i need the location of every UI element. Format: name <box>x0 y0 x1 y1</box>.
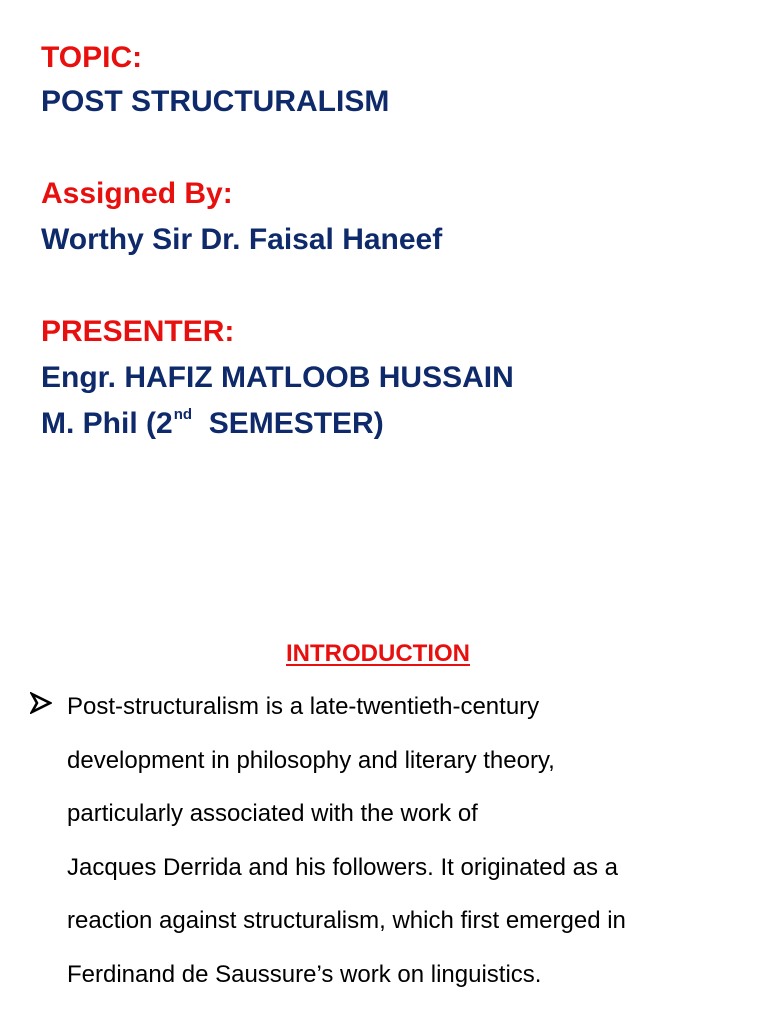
intro-text-line: development in philosophy and literary theory, <box>67 747 555 774</box>
program-ordinal: nd <box>173 406 193 423</box>
arrow-bullet-icon <box>30 692 52 714</box>
intro-text-line: Ferdinand de Saussure’s work on linguistics. <box>67 961 542 988</box>
intro-text-line: particularly associated with the work of <box>67 800 478 827</box>
program-prefix: M. Phil (2 <box>41 407 173 440</box>
intro-text-line: Jacques Derrida and his followers. It originated as a <box>67 854 618 881</box>
introduction-heading: INTRODUCTION <box>286 640 470 667</box>
assigned-by-label: Assigned By: <box>41 177 233 210</box>
presenter-name: Engr. HAFIZ MATLOOB HUSSAIN <box>41 361 514 394</box>
presenter-label: PRESENTER: <box>41 315 235 348</box>
topic-label: TOPIC: <box>41 41 143 74</box>
topic-value: POST STRUCTURALISM <box>41 85 390 118</box>
program-suffix: SEMESTER) <box>208 407 384 440</box>
assigned-by-value: Worthy Sir Dr. Faisal Haneef <box>41 223 443 256</box>
intro-text-line: reaction against structuralism, which first emerged in <box>67 907 626 934</box>
presenter-program <box>41 406 384 440</box>
intro-text-line: Post-structuralism is a late-twentieth-century <box>67 693 540 720</box>
